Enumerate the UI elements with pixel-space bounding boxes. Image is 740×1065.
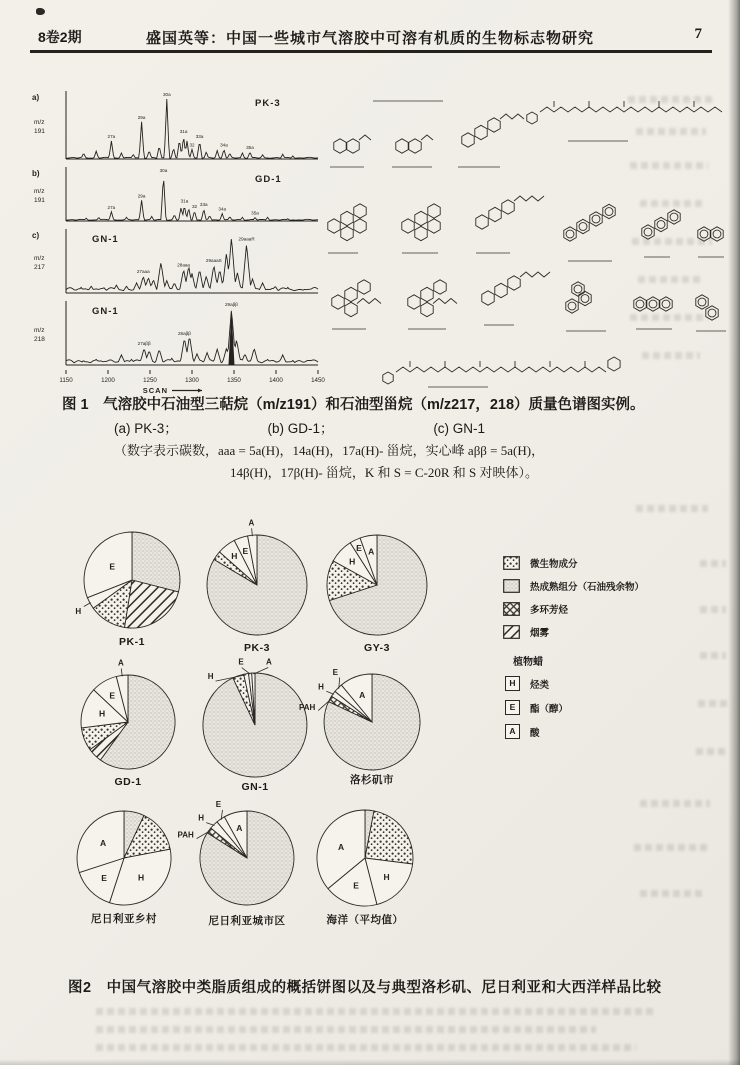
svg-text:191: 191: [34, 197, 45, 204]
svg-text:1450: 1450: [311, 377, 325, 384]
svg-text:H: H: [99, 708, 106, 719]
svg-text:E: E: [215, 800, 222, 810]
bleed-through-text: [640, 800, 710, 807]
chromatogram-panel-2: [30, 164, 322, 226]
pie-label: 尼日利亚乡村: [91, 913, 157, 925]
svg-text:31a: 31a: [179, 129, 188, 135]
svg-text:m/z: m/z: [34, 255, 45, 262]
svg-text:b): b): [32, 169, 40, 178]
svg-text:E: E: [242, 545, 249, 556]
svg-text:E: E: [353, 880, 359, 891]
svg-text:35a: 35a: [246, 144, 254, 150]
pie-chart-海洋（平均值）: [295, 792, 435, 929]
svg-text:34a: 34a: [220, 142, 228, 148]
pie-chart-GD-1: [58, 656, 198, 793]
pie-chart-GY-3: [307, 519, 447, 656]
svg-text:1200: 1200: [101, 377, 115, 384]
bleed-through-text: [636, 505, 708, 512]
pie-label: PK-3: [244, 642, 270, 654]
bleed-through-text: [698, 700, 728, 707]
svg-text:GN-1: GN-1: [92, 234, 119, 245]
svg-text:28aaa: 28aaa: [177, 262, 190, 268]
figure1-caption-line4: 14β(H)，17β(H)- 甾烷，K 和 S = C-20R 和 S 对映体）。: [230, 464, 539, 480]
svg-text:H: H: [138, 872, 145, 883]
svg-text:29aaaS: 29aaaS: [205, 258, 222, 263]
page-number: 7: [694, 26, 702, 42]
bleed-through-text: [700, 652, 726, 659]
svg-text:E: E: [356, 543, 362, 554]
svg-text:E: E: [101, 872, 107, 883]
svg-text:29a: 29a: [137, 193, 146, 199]
chromatogram-panel-4: [30, 298, 322, 370]
svg-text:H: H: [318, 682, 324, 692]
svg-text:A: A: [236, 822, 243, 833]
pie-chart-尼日利亚乡村: [54, 792, 194, 929]
svg-text:H: H: [383, 872, 390, 883]
legend-label: 烟雾: [530, 628, 550, 639]
svg-text:A: A: [338, 841, 345, 852]
svg-text:E: E: [332, 668, 338, 678]
svg-text:A: A: [368, 546, 375, 557]
svg-text:PAH: PAH: [177, 830, 194, 840]
svg-text:SCAN: SCAN: [142, 386, 168, 395]
svg-text:32: 32: [189, 142, 195, 148]
svg-text:GD-1: GD-1: [255, 174, 282, 185]
caption-item-c: (c) GN-1: [433, 420, 486, 436]
pie-label: GN-1: [241, 781, 269, 793]
svg-text:1350: 1350: [227, 377, 241, 384]
bleed-through-text: [638, 276, 704, 283]
svg-text:30a: 30a: [159, 168, 168, 173]
svg-text:30a: 30a: [162, 92, 171, 97]
header-rule: [30, 50, 712, 53]
svg-text:1150: 1150: [59, 377, 73, 384]
scan-speck: [36, 8, 45, 15]
svg-text:1250: 1250: [143, 377, 157, 384]
legend-item-A: [505, 724, 713, 739]
svg-text:34a: 34a: [218, 206, 227, 212]
svg-text:A: A: [266, 657, 272, 667]
bleed-through-text: [642, 352, 700, 359]
svg-text:a): a): [32, 93, 40, 102]
running-title: 盛国英等：中国一些城市气溶胶中可溶有机质的生物标志物研究: [145, 30, 594, 47]
scan-axis: [30, 370, 325, 396]
legend-item-thermal: [503, 579, 713, 593]
svg-text:GN-1: GN-1: [92, 306, 119, 317]
legend-wax-header: 植物蜡: [513, 657, 543, 668]
figure1-caption: [62, 394, 692, 483]
pie-chart-PK-3: [187, 519, 327, 656]
pie-label: PK-1: [119, 636, 145, 648]
pie-label: 洛杉矶市: [350, 774, 394, 786]
chromatogram-panel-1: [30, 88, 322, 164]
thermal-swatch-icon: [503, 579, 520, 593]
bleed-through-text: [630, 162, 708, 169]
svg-text:H: H: [349, 556, 356, 567]
legend-label: 烃类: [530, 679, 550, 691]
letter-chip-A: A: [505, 724, 520, 739]
caption-item-a: (a) PK-3；: [114, 420, 178, 436]
bleed-through-text: [96, 1026, 596, 1033]
svg-text:35a: 35a: [251, 210, 259, 216]
legend-label: 多环芳烃: [530, 605, 569, 616]
svg-text:29aaaR: 29aaaR: [238, 236, 255, 242]
legend-item-E: [505, 700, 713, 715]
figure2-caption: 图2 中国气溶胶中类脂质组成的概括饼图以及与典型洛杉矶、尼日利亚和大西洋样品比较: [68, 980, 662, 996]
legend-label: 酸: [530, 727, 540, 739]
figure2-legend: [503, 556, 713, 748]
figure1-chromatograms: [30, 88, 325, 396]
svg-text:E: E: [238, 657, 244, 667]
svg-text:27a: 27a: [107, 204, 116, 210]
figure1-caption-line1: 图 1 气溶胶中石油型三萜烷（m/z191）和石油型甾烷（m/z217，218）质量色谱图实例。: [62, 397, 645, 413]
svg-text:m/z: m/z: [34, 119, 45, 126]
svg-text:191: 191: [34, 128, 45, 135]
svg-text:27a: 27a: [107, 134, 116, 139]
svg-text:28aββ: 28aββ: [177, 331, 191, 337]
svg-text:H: H: [198, 813, 204, 823]
bleed-through-text: [700, 606, 726, 613]
legend-label: 热成熟组分（石油残余物）: [530, 582, 645, 593]
svg-text:A: A: [100, 837, 107, 848]
svg-text:27aββ: 27aββ: [137, 341, 151, 347]
pah-swatch-icon: [503, 602, 520, 616]
bleed-through-text: [640, 890, 704, 897]
letter-chip-H: H: [505, 676, 520, 691]
scan-edge-shadow-bottom: [0, 1059, 740, 1065]
pie-label: GY-3: [364, 642, 390, 654]
pie-label: 尼日利亚城市区: [208, 915, 286, 927]
letter-chip-E: E: [505, 700, 520, 715]
pie-label: 海洋（平均值）: [326, 914, 404, 926]
pie-chart-PK-1: [62, 514, 202, 651]
svg-text:c): c): [32, 231, 40, 240]
svg-text:PK-3: PK-3: [255, 98, 281, 109]
svg-text:32: 32: [191, 203, 198, 209]
svg-text:33a: 33a: [195, 134, 204, 139]
svg-text:E: E: [109, 561, 115, 572]
pie-label: GD-1: [114, 776, 142, 788]
bleed-through-text: [640, 200, 702, 207]
legend-item-H: [505, 676, 713, 691]
caption-item-b: (b) GD-1；: [267, 420, 334, 436]
chromatogram-panel-3: [30, 226, 322, 298]
svg-text:217: 217: [34, 264, 45, 271]
svg-text:H: H: [207, 671, 214, 681]
legend-item-microbial: [503, 556, 713, 570]
microbial-swatch-icon: [503, 556, 520, 570]
bleed-through-text: [96, 1008, 656, 1015]
legend-item-pah: [503, 602, 713, 616]
svg-text:H: H: [75, 606, 82, 616]
svg-text:A: A: [359, 689, 366, 700]
smoke-swatch-icon: [503, 625, 520, 639]
svg-text:PAH: PAH: [298, 702, 316, 712]
scan-edge-shadow: [728, 0, 740, 1065]
svg-text:27aaa: 27aaa: [136, 269, 150, 275]
svg-text:33a: 33a: [199, 202, 208, 208]
svg-text:31a: 31a: [180, 198, 189, 204]
bleed-through-text: [634, 844, 710, 851]
legend-label: 微生物成分: [530, 559, 578, 570]
svg-text:29aββ: 29aββ: [225, 302, 238, 307]
svg-text:218: 218: [34, 336, 45, 343]
bleed-through-text: [632, 238, 712, 245]
legend-label: 酯（醇）: [530, 703, 569, 715]
legend-item-smoke: [503, 625, 713, 639]
svg-text:A: A: [117, 658, 124, 668]
bleed-through-text: [628, 96, 712, 103]
svg-text:1300: 1300: [185, 377, 199, 384]
svg-text:A: A: [248, 518, 255, 528]
svg-text:m/z: m/z: [34, 188, 45, 195]
svg-text:H: H: [231, 550, 238, 561]
volume-issue: 8卷2期: [38, 29, 82, 45]
figure1-caption-line2: [62, 418, 692, 440]
bleed-through-text: [696, 748, 728, 755]
bleed-through-text: [630, 314, 708, 321]
figure1-caption-line3: （数字表示碳数，aaa = 5a(H)，14a(H)，17a(H)- 甾烷，实心峰 aββ = 5a(H)，: [114, 443, 545, 459]
svg-text:m/z: m/z: [34, 327, 45, 334]
bleed-through-text: [636, 128, 706, 135]
svg-text:29a: 29a: [137, 114, 146, 120]
svg-text:E: E: [109, 690, 116, 701]
svg-text:1400: 1400: [269, 377, 283, 384]
bleed-through-text: [96, 1044, 636, 1051]
bleed-through-text: [700, 560, 726, 567]
